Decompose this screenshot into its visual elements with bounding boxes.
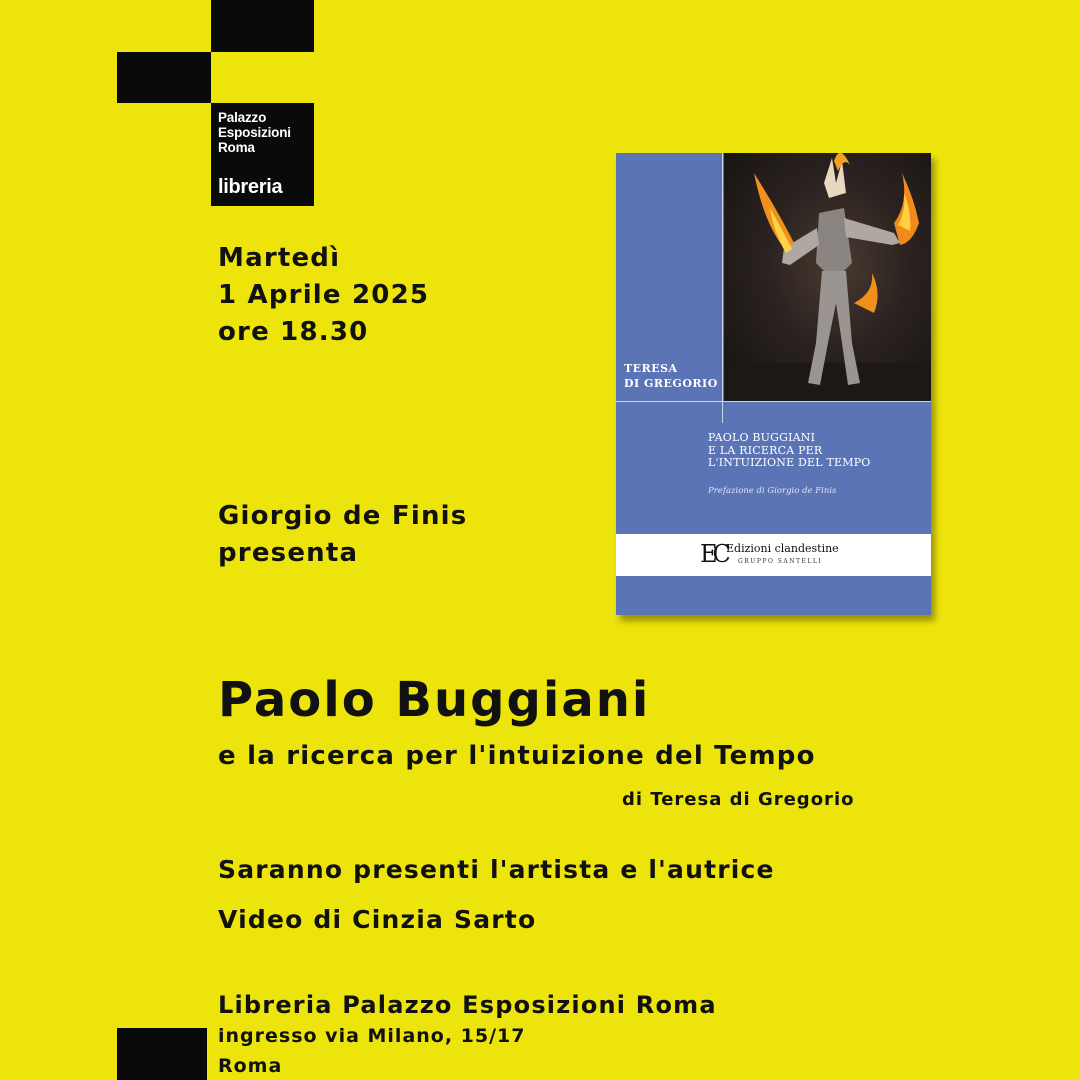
venue-city: Roma (218, 1055, 283, 1077)
cover-author-line-2: DI GREGORIO (624, 377, 718, 390)
logo-line-3: Roma (218, 140, 255, 155)
logo-line-2: Esposizioni (218, 125, 291, 140)
fire-performer-illustration (724, 153, 931, 401)
publisher-name: Edizioni clandestine (726, 542, 839, 555)
event-day: Martedì (218, 243, 341, 273)
book-byline: di Teresa di Gregorio (622, 789, 855, 810)
publisher-group: GRUPPO SANTELLI (738, 558, 823, 565)
checker-block-left (117, 52, 211, 103)
cover-preface: Prefazione di Giorgio de Finis (708, 486, 837, 496)
checker-block-bottom (117, 1028, 207, 1080)
note-presence: Saranno presenti l'artista e l'autrice (218, 855, 775, 884)
cover-title-line-1: PAOLO BUGGIANI (708, 431, 816, 444)
book-title: Paolo Buggiani (218, 672, 651, 728)
cover-publisher-band (616, 534, 931, 576)
venue-address: ingresso via Milano, 15/17 (218, 1025, 526, 1047)
palazzo-esposizioni-logo (211, 103, 314, 206)
cover-title-line-2: E LA RICERCA PER (708, 443, 823, 457)
logo-libreria: libreria (218, 176, 283, 198)
logo-line-1: Palazzo (218, 110, 267, 125)
presenter-name: Giorgio de Finis (218, 501, 468, 531)
event-time: ore 18.30 (218, 317, 369, 347)
book-subtitle: e la ricerca per l'intuizione del Tempo (218, 741, 816, 771)
note-video: Video di Cinzia Sarto (218, 905, 537, 934)
cover-author-line-1: TERESA (624, 362, 678, 375)
cover-horizontal-rule (616, 401, 931, 402)
presenter-verb: presenta (218, 538, 359, 568)
presenter-block (218, 498, 467, 572)
cover-vertical-rule (722, 153, 723, 423)
cover-author (624, 361, 718, 391)
event-datetime (218, 240, 429, 351)
cover-title (708, 432, 871, 470)
cover-photo (724, 153, 931, 401)
venue-name: Libreria Palazzo Esposizioni Roma (218, 991, 717, 1019)
cover-title-line-3: L'INTUIZIONE DEL TEMPO (708, 456, 871, 469)
event-date: 1 Aprile 2025 (218, 280, 430, 310)
publisher-logo: EC (700, 540, 726, 568)
checker-block-top (211, 0, 314, 52)
book-cover (616, 153, 931, 615)
